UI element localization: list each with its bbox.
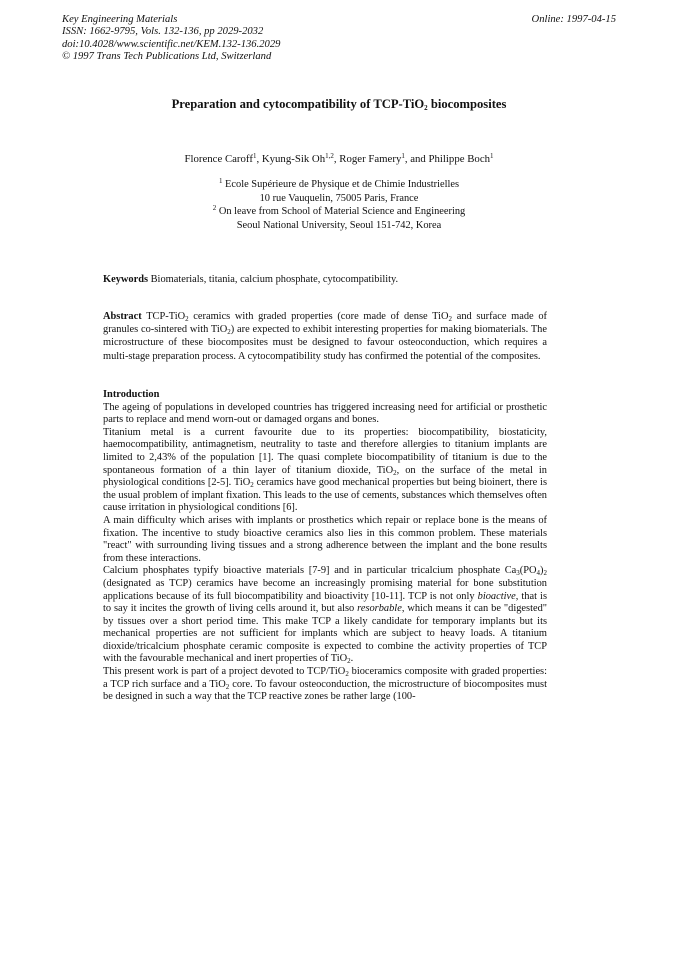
paragraph-text: core. To favour osteoconduction, the microstructure of biocomposites must be designed in such a way that the TCP reactive zones be rather large (100- bbox=[103, 678, 547, 703]
emphasis-resorbable: resorbable bbox=[357, 603, 402, 615]
paragraph-5 bbox=[103, 666, 547, 704]
paragraph-2 bbox=[103, 427, 547, 515]
paragraph-text: ceramics have good mechanical properties but being bioinert, there is the usual problem of implant fixation. This leads to the use of cements, substances which themselves often cause irritation in physiological conditions [6]. bbox=[103, 477, 547, 514]
subscript: 2 bbox=[347, 657, 351, 666]
affiliation-marker: 1 bbox=[252, 152, 257, 160]
subscript: 2 bbox=[345, 670, 349, 679]
affiliation-marker: 2 bbox=[212, 204, 217, 213]
paragraph-text: Titanium metal is a current favourite due to its properties: biocompatibility, biostaticity, haemocompatibility, antimagnetism, neutrality to taste and therefore allergies to titanium implants are limited to 2,43% of the population [1]. The quasi complete biocompatibility of titanium is due to the spontaneous formation of a thin layer of titanium dioxide, TiO bbox=[103, 426, 547, 476]
paragraph-text: (PO bbox=[519, 565, 537, 577]
abstract-text: ) are expected to exhibit interesting properties for making biomaterials. The microstructure of these biocomposites must be designed to favour osteoconduction, which requires a multi-stage preparation process. A cytocompatibility study has confirmed the potential of the composites. bbox=[103, 324, 547, 362]
paragraph-text: , on the surface of the metal in physiological conditions [2-5]. TiO bbox=[103, 464, 547, 489]
abstract-text: TCP-TiO bbox=[141, 311, 186, 322]
keywords-label: Keywords bbox=[103, 274, 149, 285]
journal-name: Key Engineering Materials bbox=[62, 14, 178, 25]
abstract-text: ceramics with graded properties (core made of dense TiO bbox=[188, 311, 449, 322]
title-text: Preparation and cytocompatibility of TCP-TiO bbox=[171, 97, 425, 111]
paragraph-text: , that is to say it incites the growth of living cells around it, but also bbox=[103, 590, 547, 615]
author-name: , and Philippe Boch bbox=[404, 153, 491, 165]
author-name: , Roger Famery bbox=[333, 153, 402, 165]
affiliation-text: Ecole Supérieure de Physique et de Chimie Industrielles bbox=[222, 179, 460, 190]
issn-line: ISSN: 1662-9795, Vols. 132-136, pp 2029-2032 bbox=[62, 26, 264, 38]
emphasis-bioactive: bioactive bbox=[477, 590, 516, 602]
affiliation-marker: 1 bbox=[401, 152, 405, 160]
author-name: Florence Caroff bbox=[184, 153, 253, 165]
title-text-end: biocomposites bbox=[427, 97, 507, 111]
author-list bbox=[0, 153, 678, 165]
paragraph-4 bbox=[103, 565, 547, 666]
subscript: 2 bbox=[543, 569, 547, 578]
copyright-line: © 1997 Trans Tech Publications Ltd, Switzerland bbox=[62, 51, 272, 63]
paragraph-text: ) bbox=[540, 565, 544, 577]
paragraph-text: Calcium phosphates typify bioactive materials [7-9] and in particular tricalcium phosphate Ca bbox=[103, 565, 517, 577]
section-heading: Introduction bbox=[103, 389, 160, 400]
paragraph-text: (designated as TCP) ceramics have become an increasingly promising material for bone substitution applications because of its full biocompatibility and bioactivity [10-11]. TCP is not only bbox=[103, 577, 547, 602]
paper-title bbox=[0, 97, 678, 112]
affiliation-marker: 1 bbox=[490, 152, 494, 160]
affiliations bbox=[0, 178, 678, 232]
affiliation-marker: 1 bbox=[218, 177, 223, 185]
paragraph-1: The ageing of populations in developed countries has triggered increasing need for artificial or prosthetic parts to replace and mend worn-out or damaged organs and bones. bbox=[103, 401, 547, 426]
keywords-text: Biomaterials, titania, calcium phosphate, cytocompatibility. bbox=[148, 274, 399, 285]
abstract-text: and surface made of granules co-sintered with TiO bbox=[103, 311, 547, 336]
author-name: , Kyung-Sik Oh bbox=[256, 153, 326, 165]
subscript: 3 bbox=[516, 569, 520, 578]
affiliation-text: On leave from School of Material Science and Engineering bbox=[216, 206, 466, 218]
subscript: 2 bbox=[225, 682, 230, 691]
doi-link[interactable]: doi:10.4028/www.scientific.net/KEM.132-136.2029 bbox=[62, 38, 281, 50]
affiliation-1-address: 10 rue Vauquelin, 75005 Paris, France bbox=[259, 192, 419, 204]
subscript: 2 bbox=[448, 315, 453, 323]
affiliation-marker: 1,2 bbox=[325, 152, 334, 160]
keywords bbox=[103, 274, 547, 285]
online-date: Online: 1997-04-15 bbox=[531, 14, 616, 25]
subscript: 2 bbox=[185, 315, 189, 323]
affiliation-2-address: Seoul National University, Seoul 151-742, Korea bbox=[236, 219, 442, 231]
abstract bbox=[103, 310, 547, 363]
subscript: 2 bbox=[227, 328, 231, 337]
affiliation-2 bbox=[0, 205, 678, 219]
subscript: 4 bbox=[536, 569, 541, 578]
abstract-label: Abstract bbox=[103, 311, 142, 322]
affiliation-1 bbox=[0, 178, 678, 192]
paragraph-text: . bbox=[350, 653, 354, 665]
introduction-section bbox=[103, 389, 547, 704]
paragraph-text: This present work is part of a project devoted to TCP/TiO bbox=[103, 666, 346, 678]
paragraph-text: bioceramics composite with graded properties: a TCP rich surface and a TiO bbox=[103, 666, 547, 690]
journal-header bbox=[62, 14, 280, 64]
paragraph-3: A main difficulty which arises with implants or prosthetics which repair or replace bone is the means of fixation. The incentive to study bioactive ceramics also lies in this common problem. These materials "react" with surrounding living tissues and a strong adherence between the implant and the bone results from these interactions. bbox=[103, 514, 547, 564]
subscript: 2 bbox=[250, 481, 254, 490]
title-subscript: 2 bbox=[424, 104, 428, 112]
subscript: 2 bbox=[393, 468, 397, 477]
paragraph-text: , which means it can be "digested" by tissues over a short period time. This make TCP a likely candidate for temporary implants but its mechanical properties are not sufficient for implants which are subject to heavy loads. A titanium dioxide/tricalcium phosphate ceramic composite is expected to combine the activity properties of TCP with the favourable mechanical and inert properties of TiO bbox=[103, 603, 548, 665]
